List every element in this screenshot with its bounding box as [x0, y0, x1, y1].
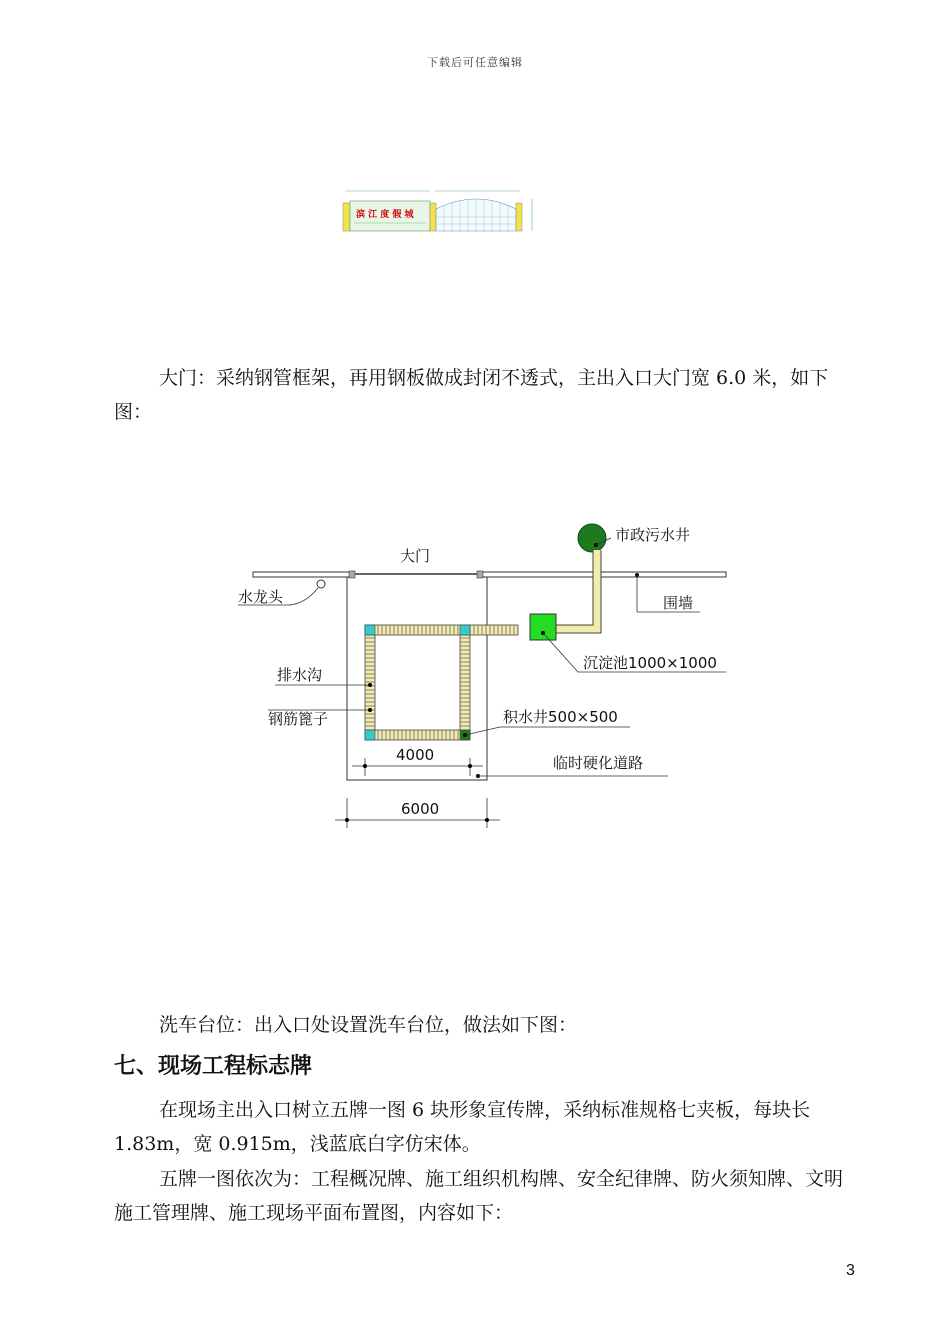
label-gate: 大门	[400, 547, 431, 565]
label-sump-well: 积水井500×500	[503, 708, 618, 726]
label-dim-inner: 4000	[396, 746, 435, 764]
page-number: 3	[846, 1262, 855, 1279]
section-heading: 七、现场工程标志牌	[114, 1054, 313, 1079]
label-faucet: 水龙头	[238, 588, 284, 606]
label-drain-ditch: 排水沟	[277, 666, 323, 684]
wall-line	[253, 571, 726, 578]
paragraph-gate: 大门：采纳钢管框架，再用钢板做成封闭不透式，主出入口大门宽 6.0 米，如下图：	[114, 367, 829, 423]
sign-text: 滨 江 度 假 城	[356, 210, 414, 220]
label-steel-grate: 钢筋篦子	[268, 710, 329, 728]
paragraph-signboard-list: 五牌一图依次为：工程概况牌、施工组织机构牌、安全纪律牌、防火须知牌、文明施工管理牌、施工现场平面布置图，内容如下：	[114, 1168, 844, 1224]
label-settling-tank: 沉淀池1000×1000	[583, 654, 717, 672]
label-municipal-well: 市政污水井	[615, 526, 691, 544]
label-temp-road: 临时硬化道路	[553, 754, 644, 772]
paragraph-car-wash: 洗车台位：出入口处设置洗车台位，做法如下图：	[159, 1014, 578, 1036]
settling-tank-icon	[530, 614, 556, 640]
label-dim-outer: 6000	[401, 800, 440, 818]
label-wall: 围墙	[663, 594, 694, 612]
page-header: 下载后可任意编辑	[427, 56, 523, 69]
drainage-diagram	[228, 512, 738, 832]
faucet-icon	[317, 580, 325, 588]
paragraph-signboards: 在现场主出入口树立五牌一图 6 块形象宣传牌，采纳标准规格七夹板，每块长 1.83m，宽 0.915m，浅蓝底白字仿宋体。	[114, 1099, 811, 1155]
municipal-well-icon	[578, 524, 606, 552]
gate-sign-figure	[340, 183, 540, 235]
